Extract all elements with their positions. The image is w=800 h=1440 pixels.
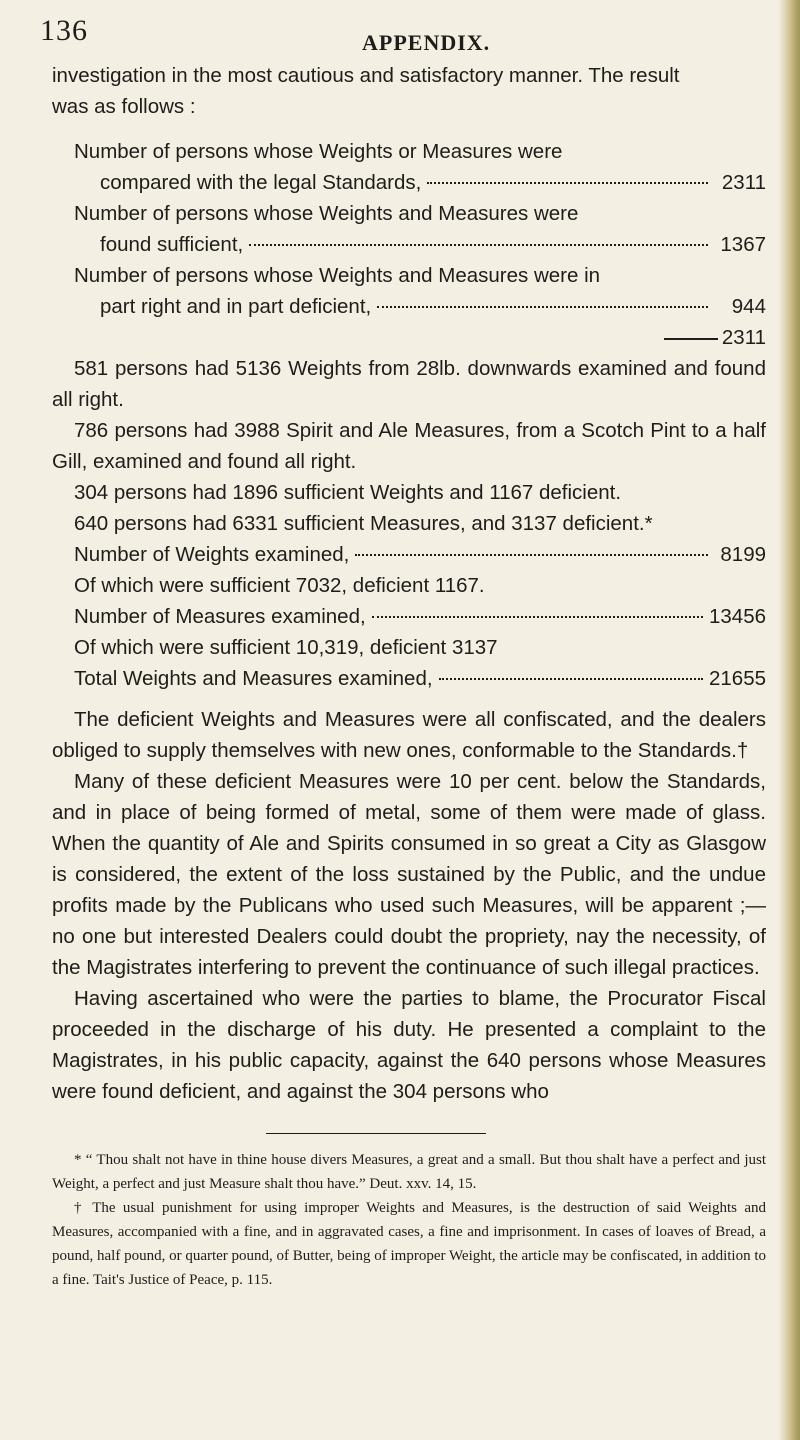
dot-leader [249,244,708,246]
page-number: 136 [40,14,88,47]
measures-label: Number of Measures examined, [74,605,366,628]
total-value: 21655 [708,667,766,690]
table-row-label: compared with the legal Standards, [100,171,422,194]
total-row [52,663,766,694]
table-row-label: Number of persons whose Weights or Measures were [74,140,563,163]
total-rule [664,338,718,340]
footnote: † The usual punishment for using improper Weights and Measures, is the destruction of said Weights and Measures, accompanied with a fine, and in aggravated cases, a fine and imprisonment. In cases of loaves of Bread, a pound, half pound, or quarter pound, of Butter, being of improper Weight, the article may be confiscated, in addition to a fine. Tait's Justice of Peace, p. 115. [52,1200,766,1288]
measures-note: Of which were sufficient 10,319, deficient 3137 [74,636,498,659]
statement: 304 persons had 1896 sufficient Weights and 1167 deficient. [74,481,622,504]
page-header [40,0,766,60]
statement: 786 persons had 3988 Spirit and Ale Measures, from a Scotch Pint to a half Gill, examined and found all right. [52,419,766,473]
results-table [52,136,766,353]
weights-label: Number of Weights examined, [74,543,350,566]
weights-note: Of which were sufficient 7032, deficient 1167. [74,574,485,597]
table-total [52,322,766,353]
paragraph: Having ascertained who were the parties to blame, the Procurator Fiscal proceeded in the discharge of his duty. He presented a complaint to the Magistrates, in his public capacity, against the 640 persons whose Measures were found deficient, and against the 304 persons who [52,987,766,1103]
table-row-label: found sufficient, [100,233,244,256]
dot-leader [439,678,703,680]
running-head: APPENDIX. [362,30,491,55]
table-row [52,291,766,322]
table-row-value: 944 [731,295,766,318]
table-total-value: 2311 [721,326,766,349]
table-row [52,229,766,260]
dot-leader [372,616,703,618]
table-row-value: 1367 [720,233,766,256]
footnote-rule [266,1133,486,1134]
table-row-label: Number of persons whose Weights and Measures were in [74,264,601,287]
paragraph: Many of these deficient Measures were 10 per cent. below the Standards, and in place of being formed of metal, some of them were made of glass. When the quantity of Ale and Spirits consumed in so great a City as Glasgow is considered, the extent of the loss sustained by the Public, and the undue profits made by the Publicans who used such Measures, will be apparent ;—no one but interested Dealers could doubt the propriety, nay the necessity, of the Magistrates interfering to prevent the continuance of such illegal practices. [52,770,766,979]
statement: 640 persons had 6331 sufficient Measures, and 3137 deficient.* [74,512,653,535]
footnotes [52,1148,766,1292]
measures-value: 13456 [708,605,766,628]
paragraph: The deficient Weights and Measures were all confiscated, and the dealers obliged to supply themselves with new ones, conformable to the Standards.† [52,708,766,762]
table-row-label: Number of persons whose Weights and Measures were [74,202,579,225]
table-row-value: 2311 [721,171,766,194]
page-edge [778,0,800,1440]
page-body [52,60,766,1107]
intro-line: investigation in the most cautious and satisfactory manner. The result [52,64,680,87]
book-page [40,0,766,1292]
measures-row [52,601,766,632]
dot-leader [355,554,708,556]
total-label: Total Weights and Measures examined, [74,667,433,690]
table-row-label: part right and in part deficient, [100,295,372,318]
table-row [52,167,766,198]
footnote: * “ Thou shalt not have in thine house divers Measures, a great and a small. But thou shalt have a perfect and just Weight, a perfect and just Measure shalt thou have.” Deut. xxv. 14, 15. [52,1152,766,1192]
dot-leader [377,306,708,308]
statement: 581 persons had 5136 Weights from 28lb. downwards examined and found all right. [52,357,766,411]
weights-row [52,539,766,570]
dot-leader [427,182,708,184]
weights-value: 8199 [720,543,766,566]
intro-line: was as follows : [52,95,196,118]
